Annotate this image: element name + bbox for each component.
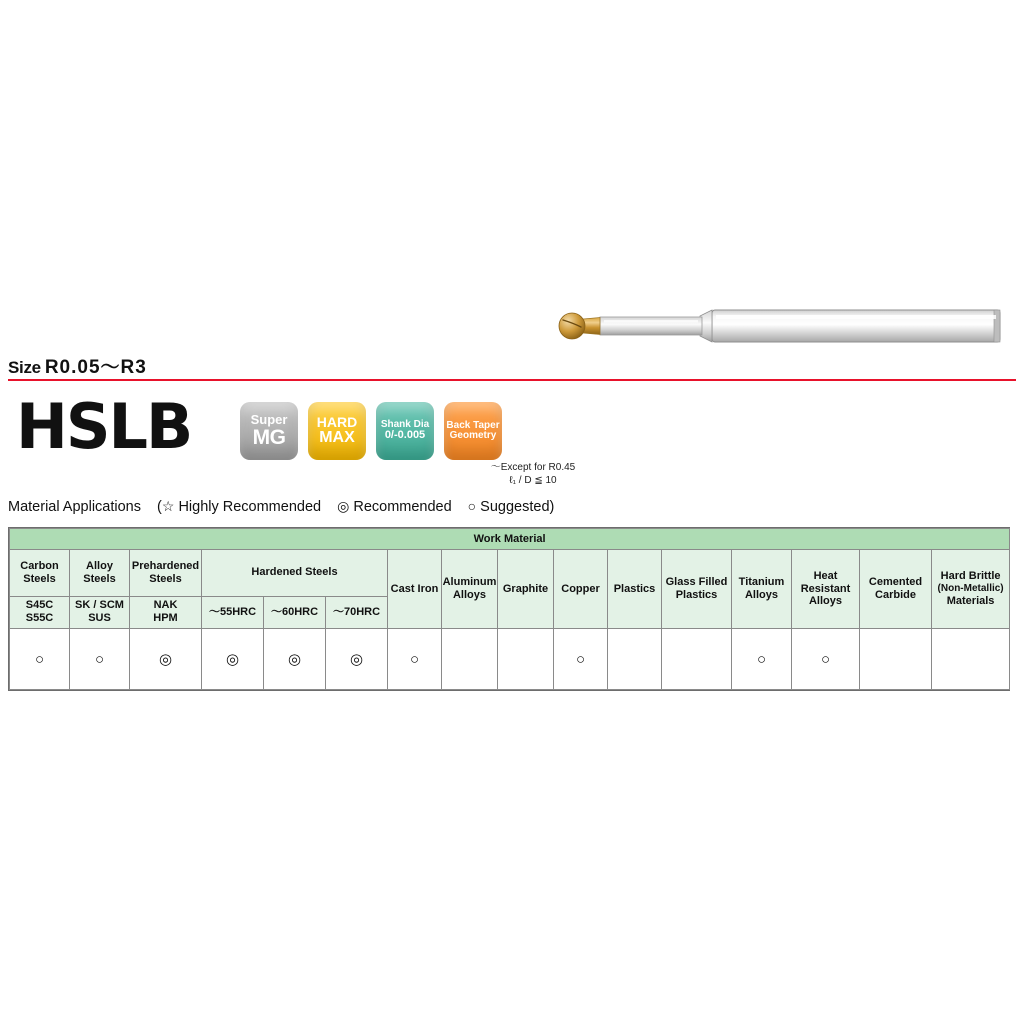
subheader-prehardened-steels bbox=[130, 596, 202, 628]
badge-hard-max-top: HARD bbox=[316, 414, 358, 431]
subheader-prehardened-steels-l1: NAK bbox=[153, 599, 178, 612]
header-aluminum-alloys-l1: Aluminum bbox=[442, 576, 497, 589]
header-cemented-carbide-l1: Cemented bbox=[868, 576, 923, 589]
size-value: R0.05～R3 bbox=[44, 357, 147, 378]
header-graphite bbox=[498, 550, 554, 629]
header-prehardened-steels-l1: Prehardened bbox=[131, 559, 200, 572]
header-heat-resistant-alloys-l3: Alloys bbox=[808, 595, 842, 608]
badge-shank-dia bbox=[376, 402, 434, 460]
badge-hard-max bbox=[308, 402, 366, 460]
header-titanium-alloys-l1: Titanium bbox=[738, 576, 785, 589]
subheader-alloy-steels-l1: SK / SCM bbox=[75, 599, 124, 612]
mark-hardened-55hrc: ◎ bbox=[225, 650, 240, 668]
mark-copper: ○ bbox=[575, 650, 586, 668]
cell-carbon-steels bbox=[10, 629, 70, 690]
subheader-carbon-steels bbox=[10, 596, 70, 628]
header-cemented-carbide bbox=[860, 550, 932, 629]
header-alloy-steels bbox=[70, 550, 130, 597]
mark-heat-resistant-alloys: ○ bbox=[820, 650, 831, 668]
work-material-banner: Work Material bbox=[10, 529, 1010, 550]
badge-note-line2: ℓ₁ / D ≦ 10 bbox=[509, 474, 557, 486]
header-hard-brittle-l1: Hard Brittle bbox=[940, 570, 1001, 583]
feature-badges bbox=[240, 402, 502, 460]
cell-glass-filled-plastics bbox=[662, 629, 732, 690]
header-aluminum-alloys bbox=[442, 550, 498, 629]
subheader-hardened-55hrc: ～55HRC bbox=[202, 596, 264, 628]
cell-plastics bbox=[608, 629, 662, 690]
subheader-hardened-70hrc: ～70HRC bbox=[326, 596, 388, 628]
header-hardened-steels-group: Hardened Steels bbox=[202, 550, 388, 597]
badge-super-mg bbox=[240, 402, 298, 460]
mark-alloy-steels: ○ bbox=[94, 650, 105, 668]
cell-heat-resistant-alloys bbox=[792, 629, 860, 690]
header-aluminum-alloys-l2: Alloys bbox=[452, 589, 486, 601]
header-titanium-alloys-l2: Alloys bbox=[744, 589, 778, 601]
header-graphite-l1: Graphite bbox=[502, 582, 549, 595]
badge-back-taper-bottom: Geometry bbox=[449, 430, 497, 441]
badge-back-taper bbox=[444, 402, 502, 460]
mark-cast-iron: ○ bbox=[409, 650, 420, 668]
cell-cemented-carbide bbox=[860, 629, 932, 690]
table-row bbox=[10, 629, 1010, 690]
badge-super-mg-top: Super bbox=[250, 412, 288, 428]
badge-note-line1: ～Except for R0.45 bbox=[490, 462, 576, 473]
badge-back-taper-top: Back Taper bbox=[446, 419, 500, 431]
material-applications-legend bbox=[8, 498, 554, 515]
cell-hard-brittle-materials bbox=[932, 629, 1010, 690]
header-cast-iron-l1: Cast Iron bbox=[390, 582, 439, 595]
badge-shank-dia-top: Shank Dia bbox=[380, 418, 430, 430]
header-glass-filled-plastics-l1: Glass Filled bbox=[665, 576, 728, 589]
legend-recommended-label: Recommended bbox=[353, 499, 452, 515]
header-plastics bbox=[608, 550, 662, 629]
legend-suggested-symbol: ○ bbox=[467, 498, 477, 514]
product-illustration bbox=[0, 0, 1024, 370]
cell-copper bbox=[554, 629, 608, 690]
header-hard-brittle-l3: Materials bbox=[946, 594, 995, 607]
size-label: Size bbox=[8, 358, 41, 377]
mark-titanium-alloys: ○ bbox=[756, 650, 767, 668]
table-header-row-top bbox=[10, 550, 1010, 597]
subheader-alloy-steels-l2: SUS bbox=[88, 612, 111, 625]
legend-close-paren: ) bbox=[549, 499, 555, 515]
header-copper-l1: Copper bbox=[561, 582, 600, 595]
badge-shank-dia-bottom: 0/-0.005 bbox=[384, 429, 426, 442]
badge-super-mg-bottom: MG bbox=[252, 425, 286, 449]
cell-prehardened-steels bbox=[130, 629, 202, 690]
brand-row bbox=[8, 392, 1016, 492]
mark-hardened-60hrc: ◎ bbox=[287, 650, 302, 668]
size-row bbox=[8, 352, 147, 379]
header-cast-iron bbox=[388, 550, 442, 629]
work-material-table bbox=[8, 527, 1010, 691]
badge-notes bbox=[438, 462, 628, 487]
header-alloy-steels-l2: Steels bbox=[83, 572, 116, 585]
subheader-carbon-steels-l1: S45C bbox=[25, 599, 54, 612]
badge-hard-max-bottom: MAX bbox=[319, 428, 355, 446]
header-hard-brittle-materials bbox=[932, 550, 1010, 629]
subheader-carbon-steels-l2: S55C bbox=[25, 612, 54, 625]
header-heat-resistant-alloys-l2: Resistant bbox=[800, 582, 851, 595]
header-prehardened-steels-l2: Steels bbox=[149, 572, 182, 585]
subheader-prehardened-steels-l2: HPM bbox=[153, 612, 178, 625]
red-divider bbox=[8, 379, 1016, 381]
subheader-hardened-60hrc: ～60HRC bbox=[264, 596, 326, 628]
subheader-alloy-steels bbox=[70, 596, 130, 628]
cell-hardened-70hrc bbox=[326, 629, 388, 690]
header-copper bbox=[554, 550, 608, 629]
header-heat-resistant-alloys bbox=[792, 550, 860, 629]
mark-carbon-steels: ○ bbox=[34, 650, 45, 668]
ball-end-mill-icon bbox=[0, 0, 1024, 370]
header-carbon-steels-l2: Steels bbox=[23, 572, 56, 585]
legend-title: Material Applications bbox=[8, 499, 141, 515]
header-titanium-alloys bbox=[732, 550, 792, 629]
header-carbon-steels-l1: Carbon bbox=[20, 559, 59, 572]
cell-graphite bbox=[498, 629, 554, 690]
cell-titanium-alloys bbox=[732, 629, 792, 690]
cell-cast-iron bbox=[388, 629, 442, 690]
cell-aluminum-alloys bbox=[442, 629, 498, 690]
header-heat-resistant-alloys-l1: Heat bbox=[813, 569, 838, 582]
header-glass-filled-plastics bbox=[662, 550, 732, 629]
header-glass-filled-plastics-l2: Plastics bbox=[675, 589, 718, 601]
header-carbon-steels bbox=[10, 550, 70, 597]
cell-hardened-60hrc bbox=[264, 629, 326, 690]
header-alloy-steels-l1: Alloy bbox=[86, 559, 113, 572]
cell-alloy-steels bbox=[70, 629, 130, 690]
legend-recommended-symbol: ◎ bbox=[337, 498, 350, 514]
header-cemented-carbide-l2: Carbide bbox=[875, 589, 916, 601]
header-plastics-l1: Plastics bbox=[613, 582, 656, 595]
header-prehardened-steels bbox=[130, 550, 202, 597]
page-title: HSLB bbox=[16, 390, 192, 463]
legend-highly-symbol: ☆ bbox=[161, 498, 175, 514]
legend-suggested-label: Suggested bbox=[480, 499, 550, 515]
mark-prehardened-steels: ◎ bbox=[158, 650, 173, 668]
legend-highly-label: Highly Recommended bbox=[178, 499, 322, 515]
header-hard-brittle-l2: (Non-Metallic) bbox=[937, 583, 1004, 595]
legend-open-paren: ( bbox=[157, 499, 162, 515]
mark-hardened-70hrc: ◎ bbox=[349, 650, 364, 668]
cell-hardened-55hrc bbox=[202, 629, 264, 690]
